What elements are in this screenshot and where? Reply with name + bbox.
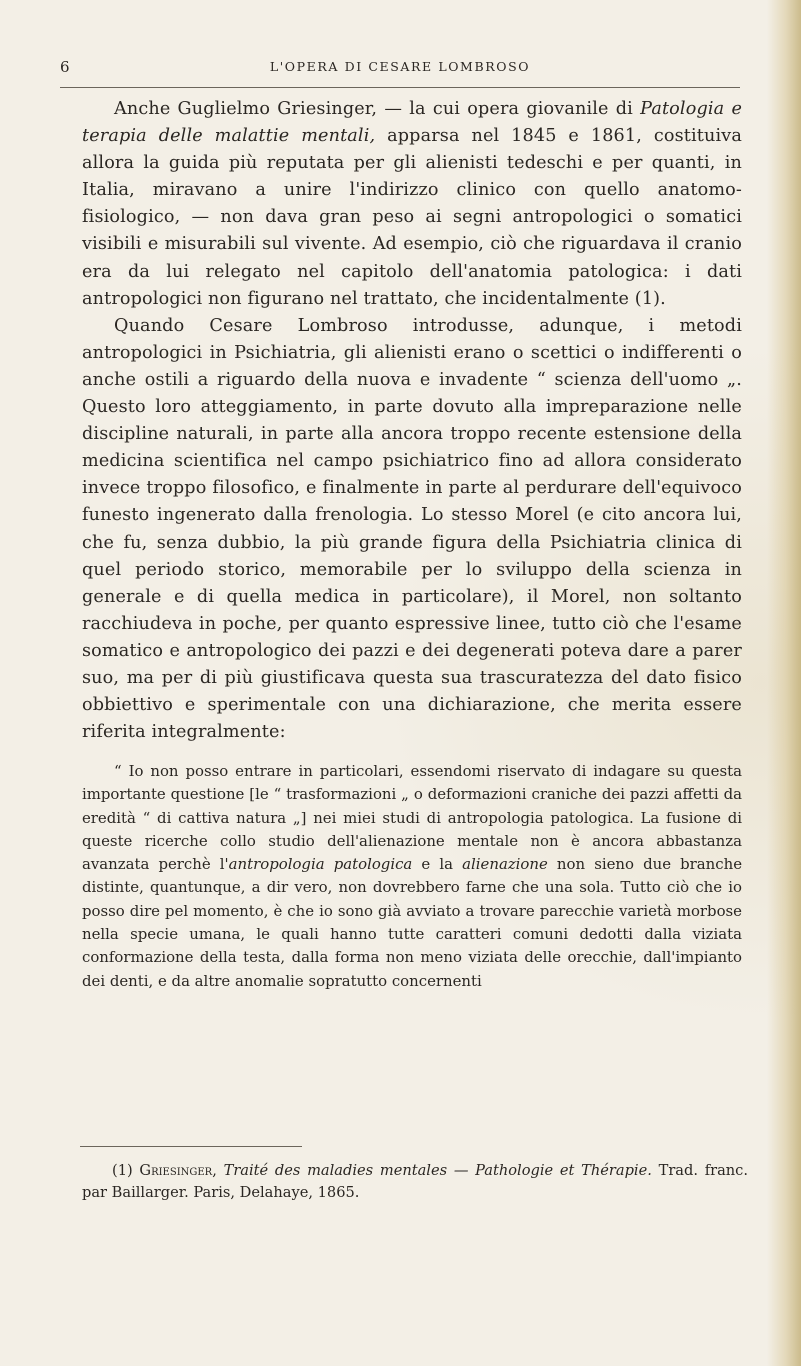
quote-italic-2: alienazione xyxy=(462,855,548,874)
quote-text-b: e la xyxy=(412,855,463,874)
quote-text-a: “ Io non posso entrare in particolari, essendomi riservato di indagare su questa importante questione [le “ trasformazioni „ o deformazioni craniche dei pazzi affetti da eredità “ di cattiva natura „] nei miei studi di antropologia patologica. La fusione di queste ricerche collo studio dell'alienazione mentale non è ancora abbastanza avanzata perchè l' xyxy=(82,762,742,874)
page-header xyxy=(60,58,740,80)
footnote-paragraph xyxy=(82,1160,748,1205)
footnote-author: Griesinger, xyxy=(139,1162,217,1179)
quote-paragraph xyxy=(82,760,742,993)
book-title-italic: Patologia e terapia delle malattie mentali, xyxy=(82,99,742,147)
header-rule xyxy=(60,87,740,88)
footnote-title: Traité des maladies mentales — Pathologie et Thérapie. xyxy=(216,1162,652,1179)
block-quote xyxy=(82,760,742,993)
quote-italic-1: antropologia patologica xyxy=(228,855,413,874)
paragraph-2: Quando Cesare Lombroso introdusse, adunque, i metodi antropologici in Psichiatria, gli alienisti erano o scettici o indifferenti o anche ostili a riguardo della nuova e invadente “ scienza dell'uomo „. Questo loro atteggiamento, in parte dovuto alla impreparazione nelle discipline naturali, in parte alla ancora troppo recente estensione della medicina scientifica nel campo psichiatrico fino ad allora considerato invece troppo filosofico, e finalmente in parte al perdurare dell'equivoco funesto ingenerato dalla frenologia. Lo stesso Morel (e cito ancora lui, che fu, senza dubbio, la più grande figura della Psichiatria clinica di quel periodo storico, memorabile per lo sviluppo della scienza in generale e di quella medica in particolare), il Morel, non soltanto racchiudeva in poche, per quanto espressive linee, tutto ciò che l'esame somatico e antropologico dei pazzi e dei degenerati poteva dare a parer suo, ma per di più giustificava questa sua trascuratezza del dato fisico obbiettivo e sperimentale con una dichiarazione, che merita essere riferita integralmente: xyxy=(82,315,742,743)
paragraph-1-text-b: apparsa nel 1845 e 1861, costituiva allora la guida più reputata per gli alienisti tedeschi e per quanti, in Italia, miravano a unire l'indirizzo clinico con quello anatomo-fisiologico, — non dava gran peso ai segni antropologici o somatici visibili e misurabili sul vivente. Ad esempio, ciò che riguardava il cranio era da lui relegato nel capitolo dell'anatomia patologica: i dati antropologici non figurano nel trattato, che incidentalmente (1). xyxy=(82,126,742,309)
page-number: 6 xyxy=(60,58,71,76)
page-edge-shading xyxy=(767,0,801,1366)
footnote xyxy=(82,1160,748,1205)
main-text xyxy=(82,96,742,746)
paragraph-1-text-a: Anche Guglielmo Griesinger, — la cui opera giovanile di xyxy=(114,99,641,119)
quote-text-c: non sieno due branche distinte, quantunque, a dir vero, non dovrebbero farne che una sola. Tutto ciò che io posso dire pel momento, è che io sono già avviato a trovare parecchie varietà morbose nella specie umana, le quali hanno tutte caratteri comuni dedotti dalla viziata conformazione della testa, dalla forma non meno viziata delle orecchie, dall'impianto dei denti, e da altre anomalie sopratutto concernenti xyxy=(82,855,743,990)
footnote-rest: Trad. franc. par Baillarger. Paris, Delahaye, 1865. xyxy=(82,1162,748,1202)
paragraph-1 xyxy=(82,96,742,313)
running-head: L'OPERA DI CESARE LOMBROSO xyxy=(269,59,531,74)
footnote-rule xyxy=(80,1146,302,1147)
footnote-mark: (1) xyxy=(112,1162,140,1179)
